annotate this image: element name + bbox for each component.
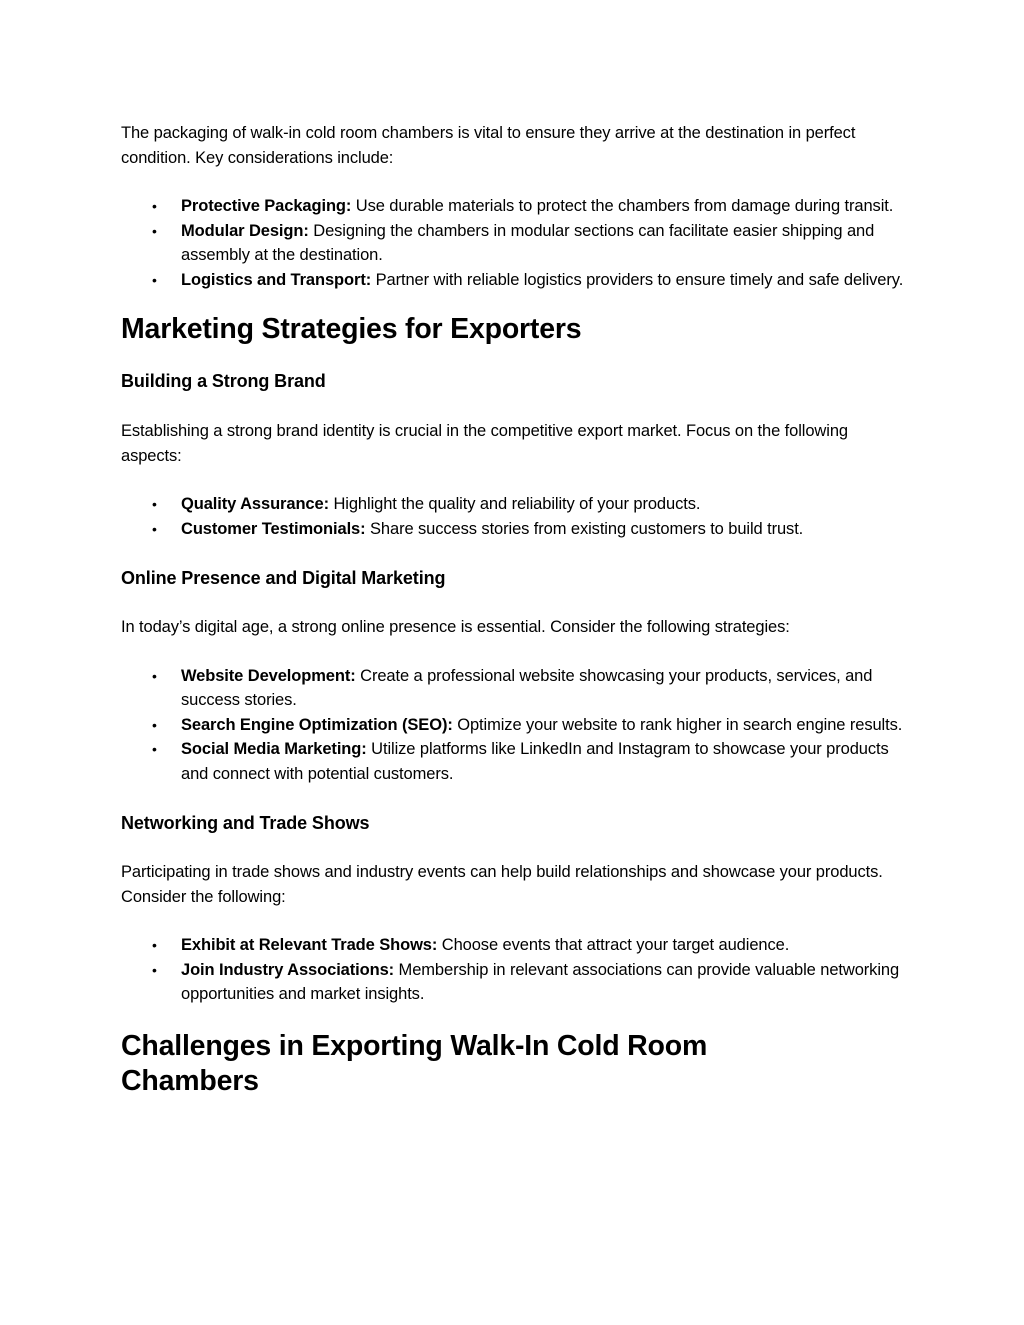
item-text: Partner with reliable logistics providers to ensure timely and safe delivery. — [371, 270, 904, 289]
list-item — [121, 713, 906, 738]
bullet-icon: • — [152, 716, 157, 733]
bullet-icon: • — [152, 271, 157, 288]
bullet-icon: • — [152, 667, 157, 684]
list-item — [121, 517, 906, 542]
item-label: Logistics and Transport: — [181, 270, 372, 289]
section-heading-challenges: Challenges in Exporting Walk-In Cold Room Chambers — [121, 1029, 708, 1097]
item-text: Highlight the quality and reliability of your products. — [328, 495, 701, 513]
online-paragraph: In today’s digital age, a strong online presence is essential. Consider the following strategies: — [121, 618, 790, 636]
list-item — [121, 737, 906, 786]
section-heading-marketing: Marketing Strategies for Exporters — [121, 313, 582, 345]
item-label: Customer Testimonials: — [181, 519, 366, 538]
item-label: Website Development: — [181, 666, 356, 685]
item-label: Modular Design: — [181, 221, 309, 240]
brand-list — [121, 492, 906, 541]
item-label: Quality Assurance: — [181, 495, 329, 513]
item-text: Optimize your website to rank higher in search engine results. — [452, 715, 903, 734]
networking-paragraph: Participating in trade shows and industry events can help build relationships and showcase your products. Consider the following: — [121, 863, 883, 906]
item-label: Social Media Marketing: — [181, 740, 367, 758]
list-item — [121, 194, 906, 219]
intro-paragraph: The packaging of walk-in cold room chambers is vital to ensure they arrive at the destination in perfect condition. Key considerations include: — [121, 124, 856, 167]
bullet-icon: • — [152, 496, 157, 512]
item-text: Use durable materials to protect the chambers from damage during transit. — [351, 197, 894, 215]
online-list — [121, 664, 906, 787]
item-text: Membership in relevant associations can provide valuable networking opportunities and market insights. — [181, 960, 900, 1003]
list-item — [121, 664, 906, 713]
packaging-list — [121, 194, 906, 292]
item-label: Join Industry Associations: — [181, 960, 395, 979]
item-text: Share success stories from existing customers to build trust. — [365, 519, 804, 538]
item-text: Create a professional website showcasing your products, services, and success stories. — [181, 666, 873, 709]
list-item — [121, 268, 906, 293]
item-label: Search Engine Optimization (SEO): — [181, 715, 453, 734]
subheading-brand: Building a Strong Brand — [121, 371, 326, 391]
bullet-icon: • — [152, 741, 157, 757]
document-page — [121, 118, 906, 1099]
item-text: Utilize platforms like LinkedIn and Instagram to showcase your products and connect with potential customers. — [181, 740, 889, 783]
bullet-icon: • — [152, 937, 157, 953]
list-item — [121, 958, 906, 1007]
bullet-icon: • — [152, 198, 157, 214]
item-label: Exhibit at Relevant Trade Shows: — [181, 936, 438, 954]
subheading-online: Online Presence and Digital Marketing — [121, 568, 446, 588]
bullet-icon: • — [152, 222, 157, 239]
item-text: Choose events that attract your target audience. — [437, 936, 790, 954]
bullet-icon: • — [152, 961, 157, 978]
networking-list — [121, 933, 906, 1007]
subheading-networking: Networking and Trade Shows — [121, 813, 370, 833]
item-label: Protective Packaging: — [181, 197, 352, 215]
item-text: Designing the chambers in modular sections can facilitate easier shipping and assembly at the destination. — [181, 221, 875, 264]
list-item — [121, 219, 906, 268]
list-item — [121, 492, 906, 517]
brand-paragraph: Establishing a strong brand identity is crucial in the competitive export market. Focus on the following aspects: — [121, 422, 848, 465]
bullet-icon: • — [152, 520, 157, 537]
list-item — [121, 933, 906, 958]
